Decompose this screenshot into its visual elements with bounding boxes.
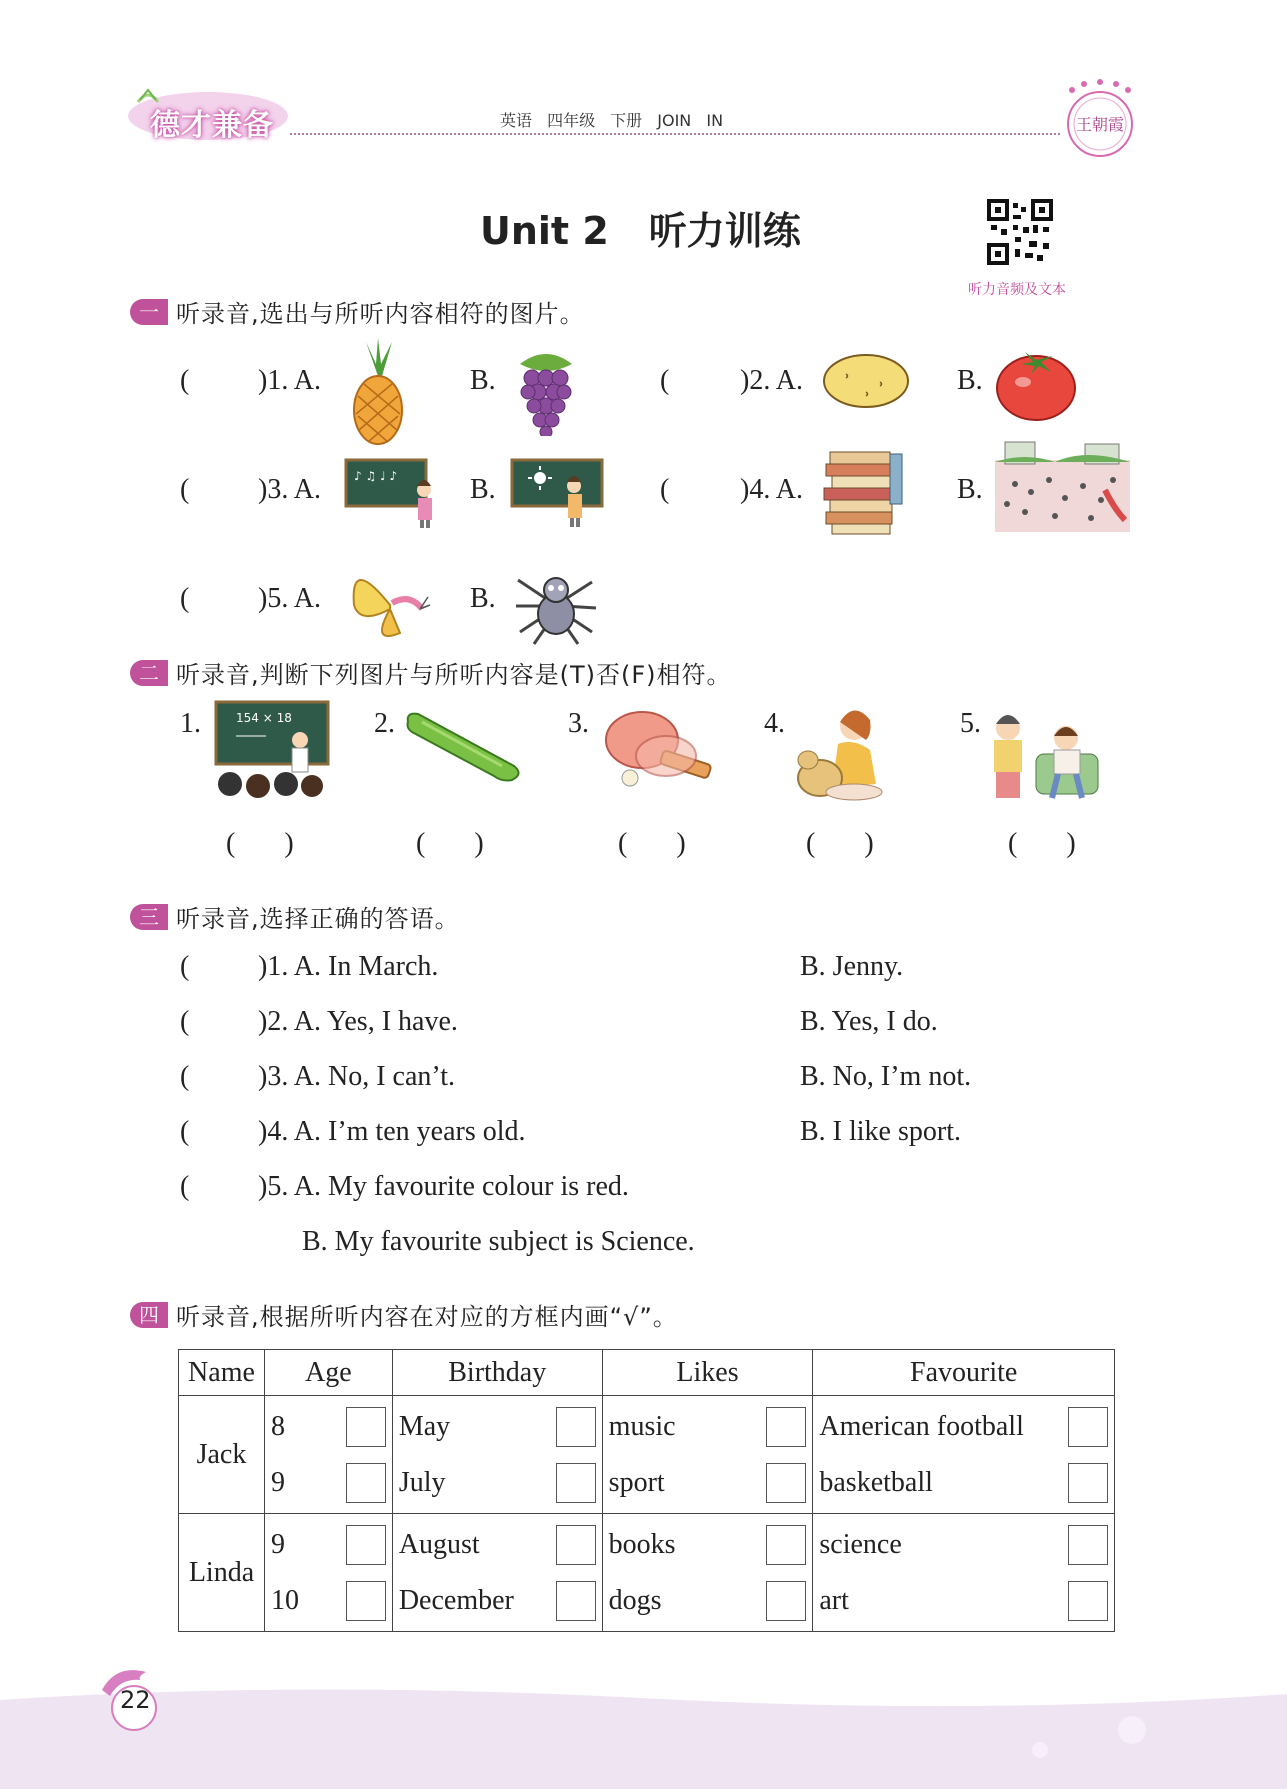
checkbox[interactable] — [346, 1463, 386, 1503]
s2-item1-answer[interactable]: ( ) — [226, 828, 294, 859]
cucumber-image — [402, 708, 526, 784]
section4-badge: 四 — [130, 1302, 168, 1328]
favourite-option: American football — [819, 1410, 1024, 1442]
stamp-text: 王朝霞 — [1075, 115, 1125, 134]
age-cell — [264, 1514, 392, 1632]
favourite-cell — [813, 1514, 1115, 1632]
checkbox[interactable] — [766, 1407, 806, 1447]
likes-cell — [602, 1396, 813, 1514]
favourite-option: art — [819, 1584, 849, 1616]
s3-q2-b: B. Yes, I do. — [800, 1006, 938, 1037]
s1-q2-b-label: B. — [957, 365, 983, 396]
section2-badge: 二 — [130, 660, 168, 686]
books-image — [820, 446, 906, 536]
s1-q5-b-label: B. — [470, 583, 496, 614]
favourite-option: science — [819, 1528, 902, 1560]
checkbox[interactable] — [346, 1525, 386, 1565]
s3-q1-paren[interactable]: ( — [180, 951, 190, 982]
table-row — [179, 1396, 1115, 1514]
section1-badge: 一 — [130, 299, 168, 325]
checkbox[interactable] — [1068, 1525, 1108, 1565]
checkbox[interactable] — [1068, 1463, 1108, 1503]
s3-q5-a: )5. A. My favourite colour is red. — [258, 1171, 629, 1202]
col-header-birthday: Birthday — [392, 1350, 602, 1396]
s3-q4-b: B. I like sport. — [800, 1116, 961, 1147]
s3-q4-a: )4. A. I’m ten years old. — [258, 1116, 526, 1147]
header-divider — [290, 133, 1060, 135]
s3-q5-b: B. My favourite subject is Science. — [302, 1226, 695, 1257]
s3-q1-b: B. Jenny. — [800, 951, 904, 982]
s2-item2-number: 2. — [374, 708, 395, 739]
likes-option: books — [608, 1528, 676, 1560]
page-title — [480, 200, 801, 255]
qr-code-icon[interactable] — [985, 197, 1055, 267]
table-row — [179, 1514, 1115, 1632]
survey-table — [178, 1349, 1115, 1632]
header-info: 英语 四年级 下册 JOIN IN — [500, 111, 724, 130]
age-cell — [264, 1396, 392, 1514]
s2-item3-number: 3. — [568, 708, 589, 739]
s2-item1-number: 1. — [180, 708, 201, 739]
section4-heading — [130, 1297, 678, 1332]
section1-heading — [130, 294, 585, 329]
stamp-icon — [1060, 78, 1140, 166]
section1-heading-text: 听录音,选出与所听内容相符的图片。 — [176, 300, 585, 328]
unit-label: Unit 2 — [480, 209, 609, 253]
s1-q1-label: )1. A. — [258, 365, 321, 396]
s3-q3-paren[interactable]: ( — [180, 1061, 190, 1092]
s3-q2-paren[interactable]: ( — [180, 1006, 190, 1037]
checkbox[interactable] — [1068, 1581, 1108, 1621]
spider-image — [512, 560, 600, 648]
checkbox[interactable] — [766, 1581, 806, 1621]
s3-q3-b: B. No, I’m not. — [800, 1061, 972, 1092]
s3-q2-a: )2. A. Yes, I have. — [258, 1006, 458, 1037]
col-header-name: Name — [179, 1350, 265, 1396]
birthday-option: July — [398, 1466, 446, 1498]
checkbox[interactable] — [556, 1407, 596, 1447]
qr-caption: 听力音频及文本 — [968, 282, 1066, 298]
s3-q3-a: )3. A. No, I can’t. — [258, 1061, 455, 1092]
s1-q3-b-label: B. — [470, 474, 496, 505]
svg-text:♪ ♫ ♩ ♪: ♪ ♫ ♩ ♪ — [354, 469, 398, 483]
section2-heading-text: 听录音,判断下列图片与所听内容是(T)否(F)相符。 — [176, 661, 732, 689]
brand-name: 德才兼备 — [150, 108, 274, 143]
birthday-option: May — [398, 1410, 451, 1442]
section2-heading — [130, 655, 732, 690]
s2-item2-answer[interactable]: ( ) — [416, 828, 484, 859]
checkbox[interactable] — [556, 1581, 596, 1621]
checkbox[interactable] — [346, 1407, 386, 1447]
birthday-cell — [392, 1396, 602, 1514]
tomato-image — [995, 346, 1077, 422]
col-header-favourite: Favourite — [813, 1350, 1115, 1396]
s2-item5-number: 5. — [960, 708, 981, 739]
music-class-image — [344, 456, 442, 530]
age-option: 9 — [270, 1528, 285, 1560]
s1-q4-label: )4. A. — [740, 474, 803, 505]
unit-subtitle: 听力训练 — [648, 209, 801, 253]
s1-q1-paren[interactable]: ( — [180, 365, 190, 396]
checkbox[interactable] — [556, 1525, 596, 1565]
s1-q5-paren[interactable]: ( — [180, 583, 190, 614]
blackboard-text: 154 × 18 — [236, 711, 292, 725]
checkbox[interactable] — [346, 1581, 386, 1621]
likes-option: dogs — [608, 1584, 662, 1616]
table-tennis-image — [600, 706, 720, 788]
s2-item4-answer[interactable]: ( ) — [806, 828, 874, 859]
s2-item5-answer[interactable]: ( ) — [1008, 828, 1076, 859]
butterfly-image — [340, 565, 432, 641]
section4-heading-text: 听录音,根据所听内容在对应的方框内画“√”。 — [176, 1303, 678, 1331]
s2-item3-answer[interactable]: ( ) — [618, 828, 686, 859]
s2-item4-number: 4. — [764, 708, 785, 739]
col-header-likes: Likes — [602, 1350, 813, 1396]
s1-q2-label: )2. A. — [740, 365, 803, 396]
s1-q4-paren[interactable]: ( — [660, 474, 670, 505]
birthday-option: December — [398, 1584, 514, 1616]
checkbox[interactable] — [1068, 1407, 1108, 1447]
potato-image — [822, 352, 910, 410]
checkbox[interactable] — [766, 1463, 806, 1503]
playground-image — [995, 440, 1130, 532]
section3-heading — [130, 899, 460, 934]
favourite-option: basketball — [819, 1466, 933, 1498]
row-name: Jack — [179, 1396, 265, 1514]
s1-q3-label: )3. A. — [258, 474, 321, 505]
s1-q4-b-label: B. — [957, 474, 983, 505]
age-option: 9 — [270, 1466, 285, 1498]
grapes-image — [510, 348, 582, 436]
age-option: 10 — [270, 1584, 299, 1616]
birthday-option: August — [398, 1528, 480, 1560]
col-header-age: Age — [264, 1350, 392, 1396]
likes-option: sport — [608, 1466, 665, 1498]
footer-background — [0, 1680, 1287, 1789]
favourite-cell — [813, 1396, 1115, 1514]
family-image — [980, 710, 1102, 806]
likes-cell — [602, 1514, 813, 1632]
birthday-cell — [392, 1514, 602, 1632]
page-number: 22 — [120, 1686, 151, 1714]
s3-q1-a: )1. A. In March. — [258, 951, 439, 982]
s3-q5-paren[interactable]: ( — [180, 1171, 190, 1202]
likes-option: music — [608, 1410, 676, 1442]
table-header-row — [179, 1350, 1115, 1396]
pineapple-image — [348, 336, 408, 446]
checkbox[interactable] — [556, 1463, 596, 1503]
math-class-image — [214, 700, 330, 798]
girl-with-dog-image — [794, 704, 894, 808]
s1-q1-b-label: B. — [470, 365, 496, 396]
science-class-image — [510, 456, 608, 530]
s1-q2-paren[interactable]: ( — [660, 365, 670, 396]
row-name: Linda — [179, 1514, 265, 1632]
s1-q5-label: )5. A. — [258, 583, 321, 614]
section3-badge: 三 — [130, 904, 168, 930]
section3-heading-text: 听录音,选择正确的答语。 — [176, 905, 460, 933]
age-option: 8 — [270, 1410, 285, 1442]
s3-q4-paren[interactable]: ( — [180, 1116, 190, 1147]
checkbox[interactable] — [766, 1525, 806, 1565]
s1-q3-paren[interactable]: ( — [180, 474, 190, 505]
